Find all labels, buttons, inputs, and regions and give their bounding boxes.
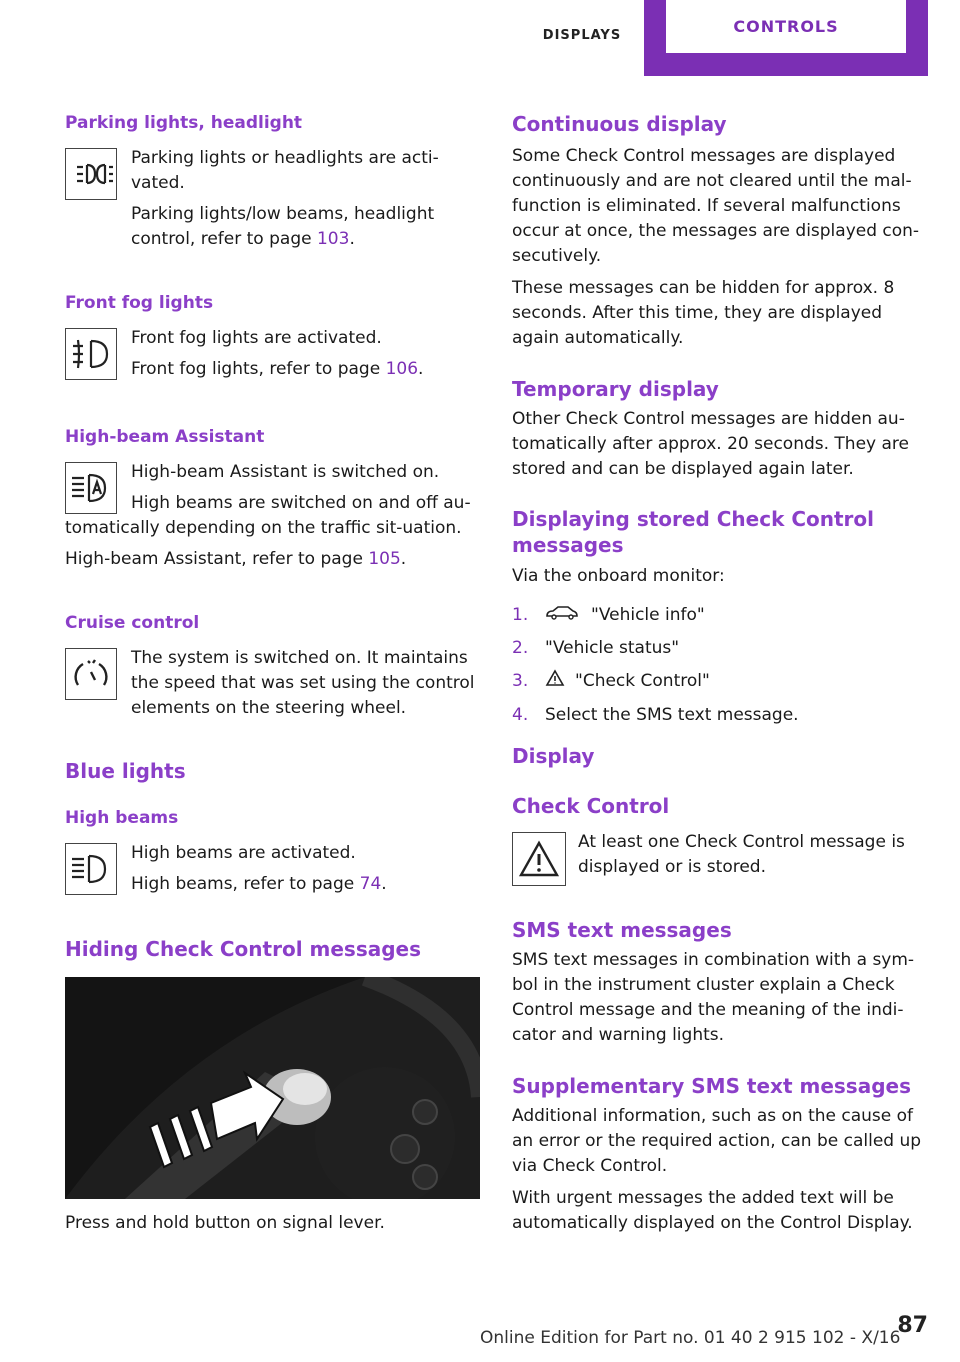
step-text: Select the SMS text message. (545, 705, 799, 725)
ref-text: Front fog lights, refer to page (131, 359, 386, 379)
heading-temporary-display: Temporary display (512, 377, 719, 401)
high-beams-text: High beams are activated. (131, 843, 356, 863)
right-column (512, 110, 932, 1236)
cruise-control-icon (65, 648, 117, 700)
left-column (65, 110, 480, 1236)
continuous-display-p1: Some Check Control messages are displayed continuously and are not cleared until the mal‐function is eliminated. If several malfunctions occur at once, the messages are displayed con‐secutively. (512, 146, 920, 266)
step-text: "Vehicle status" (545, 638, 680, 658)
heading-check-control: Check Control (512, 794, 670, 818)
step-number: 1. (512, 605, 529, 625)
footer-edition: Online Edition for Part no. 01 40 2 915 102 - X/16 (480, 1328, 901, 1348)
ref-end: . (349, 229, 355, 249)
heading-high-beams: High beams (65, 808, 179, 828)
entry-cruise-control (65, 646, 480, 721)
ref-end: . (400, 549, 407, 569)
heading-cruise-control: Cruise control (65, 613, 200, 633)
heading-supplementary-sms: Supplementary SMS text messages (512, 1074, 911, 1098)
step-text: "Vehicle info" (591, 605, 705, 625)
ref-text: High beams, refer to page (131, 874, 360, 894)
tab-displays: DISPLAYS (542, 27, 622, 43)
heading-parking-lights: Parking lights, headlight (65, 113, 303, 133)
parking-lights-ref (131, 202, 480, 252)
heading-hiding-check-control: Hiding Check Control messages (65, 937, 422, 961)
page-number: 87 (897, 1313, 928, 1338)
supplementary-p1: Additional information, such as on the cause of an error or the required action, can be called up via Check Control. (512, 1106, 922, 1176)
entry-high-beam-assistant (65, 460, 480, 572)
car-icon (545, 603, 591, 628)
high-beam-assistant-ref (65, 547, 480, 572)
step-2 (512, 636, 932, 661)
fog-lights-text: Front fog lights are activated. (131, 328, 382, 348)
ref-end: . (418, 359, 424, 379)
page-link-103[interactable]: 103 (316, 229, 350, 249)
check-control-warning-icon (512, 832, 566, 886)
heading-stored-messages: Displaying stored Check Control messages (512, 507, 875, 557)
heading-display: Display (512, 744, 595, 768)
ref-text: Parking lights/low beams, headlight control, refer to page (131, 204, 435, 249)
heading-high-beam-assistant: High-beam Assistant (65, 427, 265, 447)
step-number: 2. (512, 638, 529, 658)
heading-continuous-display: Continuous display (512, 112, 727, 136)
page-link-74[interactable]: 74 (359, 874, 382, 894)
heading-front-fog-lights: Front fog lights (65, 293, 214, 313)
step-number: 3. (512, 671, 529, 691)
step-4 (512, 703, 932, 728)
entry-front-fog-lights (65, 326, 480, 386)
heading-sms-text-messages: SMS text messages (512, 918, 732, 942)
entry-high-beams (65, 841, 480, 901)
entry-parking-lights (65, 146, 480, 252)
supplementary-p2: With urgent messages the added text will be automatically displayed on the Control Display. (512, 1188, 913, 1233)
stored-intro: Via the onboard monitor: (512, 566, 725, 586)
signal-lever-caption: Press and hold button on signal lever. (65, 1213, 385, 1233)
page-link-106[interactable]: 106 (385, 359, 419, 379)
high-beam-assistant-desc: High beams are switched on and off au‐tomatically depending on the traffic sit‐uation. (65, 493, 471, 538)
fog-light-icon (65, 328, 117, 380)
sms-text-p1: SMS text messages in combination with a sym‐bol in the instrument cluster explain a Check Control message and the meaning of the indi‐cator and warning lights. (512, 950, 915, 1045)
high-beam-assistant-text: High-beam Assistant is switched on. (131, 462, 440, 482)
high-beam-assistant-icon (65, 462, 117, 514)
stored-steps (512, 603, 932, 728)
check-control-text: At least one Check Control message is displayed or is stored. (578, 832, 905, 877)
high-beams-ref (131, 872, 480, 897)
step-number: 4. (512, 705, 529, 725)
fog-lights-ref (131, 357, 480, 382)
cruise-control-text: The system is switched on. It maintains the speed that was set using the control elements on the steering wheel. (131, 648, 475, 718)
heading-blue-lights: Blue lights (65, 759, 186, 783)
continuous-display-p2: These messages can be hidden for approx. 8 seconds. After this time, they are displayed again automatically. (512, 278, 895, 348)
page-link-105[interactable]: 105 (368, 549, 401, 569)
parking-lights-icon (65, 148, 117, 200)
warning-triangle-icon (545, 669, 575, 695)
step-3 (512, 669, 932, 695)
parking-lights-text: Parking lights or headlights are acti‐vated. (131, 148, 439, 193)
temporary-display-p1: Other Check Control messages are hidden au‐tomatically after approx. 20 seconds. They are stored and can be displayed again later. (512, 409, 909, 479)
tab-controls (644, 0, 928, 76)
step-1 (512, 603, 932, 628)
ref-text: High-beam Assistant, refer to page (65, 549, 369, 569)
entry-check-control (512, 830, 932, 890)
step-text: "Check Control" (575, 671, 710, 691)
signal-lever-photo (65, 977, 480, 1199)
high-beam-icon (65, 843, 117, 895)
ref-end: . (381, 874, 387, 894)
tab-controls-label: CONTROLS (666, 0, 906, 53)
